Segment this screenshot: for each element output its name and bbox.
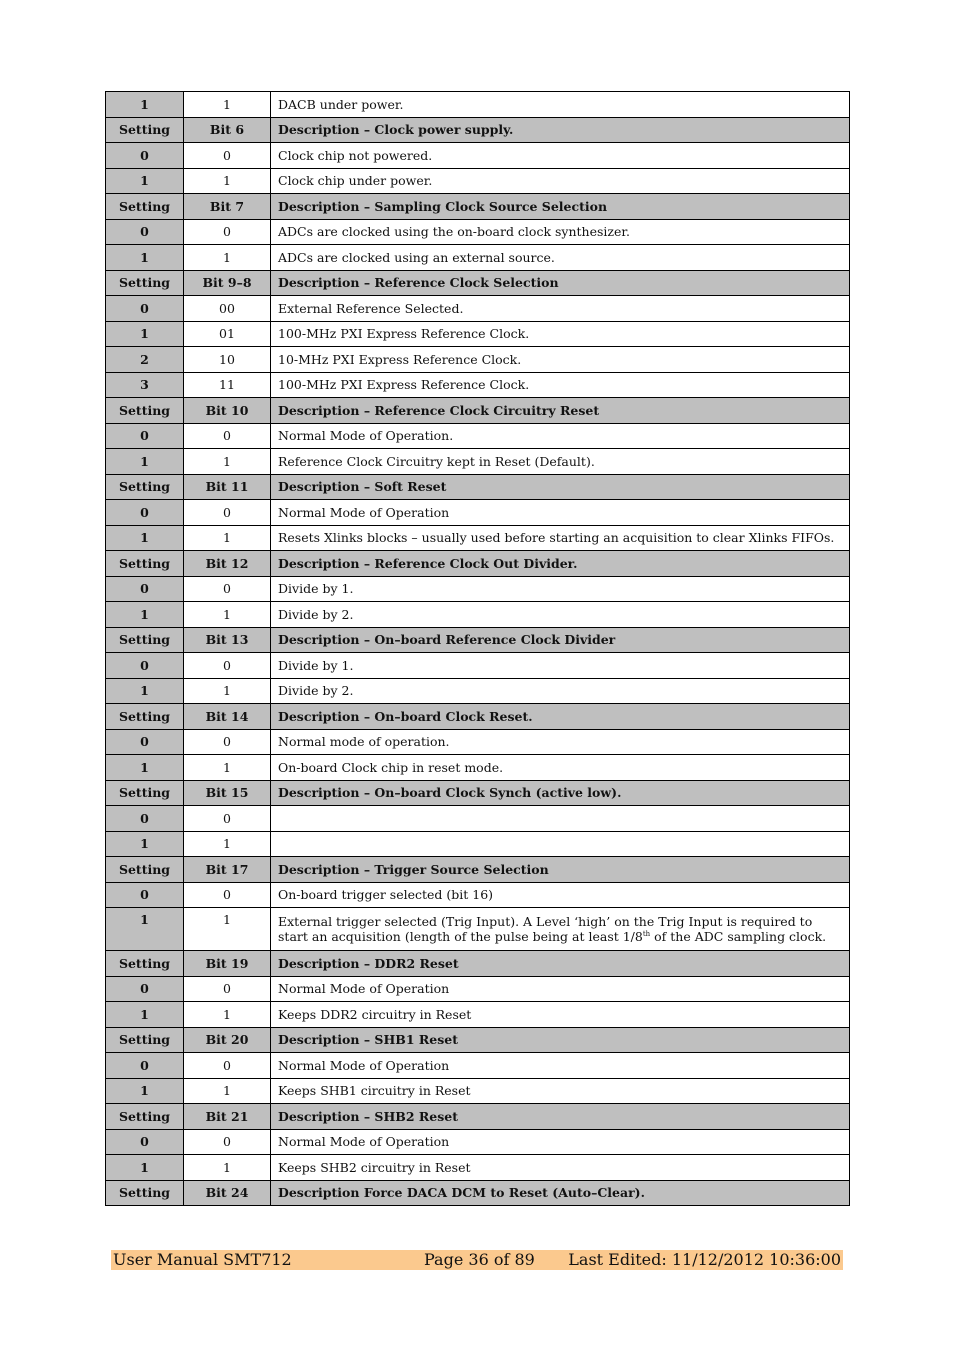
bit-value-cell: 1	[184, 678, 271, 704]
setting-value-cell: 1	[106, 245, 184, 271]
table-row	[106, 423, 850, 449]
table-header-row	[106, 1027, 850, 1053]
table-row	[106, 729, 850, 755]
table-row	[106, 449, 850, 475]
table-row	[106, 245, 850, 271]
setting-header-cell: Setting	[106, 951, 184, 977]
bit-header-cell: Bit 21	[184, 1104, 271, 1130]
description-text: External trigger selected (Trig Input). A Level ‘high’ on the Trig Input is required to start an acquisition (length of the pulse being at least 1/8	[278, 914, 813, 944]
table-row	[106, 372, 850, 398]
description-cell: Divide by 2.	[271, 678, 850, 704]
bit-value-cell: 1	[184, 755, 271, 781]
table-header-row	[106, 117, 850, 143]
bit-value-cell: 0	[184, 500, 271, 526]
bit-value-cell: 1	[184, 831, 271, 857]
table-row	[106, 806, 850, 832]
table-row	[106, 678, 850, 704]
setting-value-cell: 1	[106, 168, 184, 194]
bit-value-cell: 1	[184, 602, 271, 628]
ordinal-superscript: th	[642, 929, 651, 938]
bit-value-cell: 0	[184, 653, 271, 679]
bit-value-cell: 1	[184, 92, 271, 118]
setting-header-cell: Setting	[106, 1104, 184, 1130]
bit-header-cell: Bit 15	[184, 780, 271, 806]
description-cell: Divide by 2.	[271, 602, 850, 628]
description-cell: ADCs are clocked using an external source.	[271, 245, 850, 271]
setting-value-cell: 0	[106, 500, 184, 526]
description-header-cell: Description – On–board Clock Synch (active low).	[271, 780, 850, 806]
bit-header-cell: Bit 10	[184, 398, 271, 424]
bit-value-cell: 0	[184, 882, 271, 908]
description-text-tail: of the ADC sampling clock.	[650, 929, 827, 944]
table-header-row	[106, 474, 850, 500]
setting-header-cell: Setting	[106, 194, 184, 220]
table-row	[106, 219, 850, 245]
table-header-row	[106, 194, 850, 220]
description-header-cell: Description – Reference Clock Selection	[271, 270, 850, 296]
setting-header-cell: Setting	[106, 704, 184, 730]
bit-value-cell: 0	[184, 1053, 271, 1079]
description-cell: Clock chip not powered.	[271, 143, 850, 169]
footer-last-edited: Last Edited: 11/12/2012 10:36:00	[568, 1250, 841, 1269]
bit-value-cell: 0	[184, 143, 271, 169]
description-cell: External Reference Selected.	[271, 296, 850, 322]
setting-value-cell: 0	[106, 423, 184, 449]
bit-header-cell: Bit 14	[184, 704, 271, 730]
setting-value-cell: 1	[106, 831, 184, 857]
description-cell: Resets Xlinks blocks – usually used before starting an acquisition to clear Xlinks FIFOs.	[271, 525, 850, 551]
description-header-cell: Description – SHB2 Reset	[271, 1104, 850, 1130]
table-row	[106, 143, 850, 169]
setting-value-cell: 0	[106, 806, 184, 832]
bit-value-cell: 1	[184, 525, 271, 551]
setting-value-cell: 1	[106, 602, 184, 628]
description-cell: 100-MHz PXI Express Reference Clock.	[271, 321, 850, 347]
description-cell: 100-MHz PXI Express Reference Clock.	[271, 372, 850, 398]
description-cell: 10-MHz PXI Express Reference Clock.	[271, 347, 850, 373]
table-row	[106, 500, 850, 526]
description-cell	[271, 908, 850, 951]
description-header-cell: Description – On–board Clock Reset.	[271, 704, 850, 730]
description-cell: Divide by 1.	[271, 576, 850, 602]
table-row	[106, 1155, 850, 1181]
setting-header-cell: Setting	[106, 780, 184, 806]
description-cell: Normal Mode of Operation	[271, 500, 850, 526]
table-row	[106, 347, 850, 373]
bit-header-cell: Bit 9–8	[184, 270, 271, 296]
description-header-cell: Description – Reference Clock Circuitry Reset	[271, 398, 850, 424]
setting-value-cell: 0	[106, 976, 184, 1002]
description-cell: Normal Mode of Operation.	[271, 423, 850, 449]
table-row	[106, 908, 850, 951]
table-header-row	[106, 627, 850, 653]
description-header-cell: Description – Trigger Source Selection	[271, 857, 850, 883]
setting-value-cell: 1	[106, 908, 184, 951]
setting-header-cell: Setting	[106, 627, 184, 653]
table-header-row	[106, 270, 850, 296]
description-header-cell: Description – Reference Clock Out Divider.	[271, 551, 850, 577]
description-cell: Keeps SHB2 circuitry in Reset	[271, 1155, 850, 1181]
bit-header-cell: Bit 11	[184, 474, 271, 500]
bit-value-cell: 0	[184, 729, 271, 755]
description-cell	[271, 806, 850, 832]
setting-value-cell: 1	[106, 678, 184, 704]
description-cell: Normal Mode of Operation	[271, 976, 850, 1002]
setting-value-cell: 1	[106, 525, 184, 551]
description-cell: Normal mode of operation.	[271, 729, 850, 755]
setting-value-cell: 0	[106, 1053, 184, 1079]
bit-value-cell: 01	[184, 321, 271, 347]
bit-header-cell: Bit 12	[184, 551, 271, 577]
table-row	[106, 168, 850, 194]
table-row	[106, 1053, 850, 1079]
bit-value-cell: 11	[184, 372, 271, 398]
register-bits-table	[105, 91, 850, 1206]
bit-value-cell: 0	[184, 806, 271, 832]
setting-value-cell: 0	[106, 729, 184, 755]
bit-value-cell: 0	[184, 976, 271, 1002]
description-cell: DACB under power.	[271, 92, 850, 118]
description-header-cell: Description Force DACA DCM to Reset (Auto–Clear).	[271, 1180, 850, 1206]
bit-value-cell: 1	[184, 1155, 271, 1181]
setting-header-cell: Setting	[106, 1180, 184, 1206]
setting-value-cell: 1	[106, 755, 184, 781]
table-row	[106, 321, 850, 347]
bit-value-cell: 1	[184, 449, 271, 475]
setting-value-cell: 0	[106, 1129, 184, 1155]
table-body	[106, 92, 850, 1206]
bit-header-cell: Bit 17	[184, 857, 271, 883]
description-cell: Normal Mode of Operation	[271, 1053, 850, 1079]
bit-value-cell: 00	[184, 296, 271, 322]
setting-value-cell: 0	[106, 576, 184, 602]
bit-value-cell: 1	[184, 1078, 271, 1104]
description-cell: Reference Clock Circuitry kept in Reset (Default).	[271, 449, 850, 475]
table-header-row	[106, 704, 850, 730]
setting-value-cell: 2	[106, 347, 184, 373]
table-row	[106, 576, 850, 602]
table-header-row	[106, 1104, 850, 1130]
setting-value-cell: 1	[106, 449, 184, 475]
description-header-cell: Description – SHB1 Reset	[271, 1027, 850, 1053]
footer-manual-title: User Manual SMT712	[113, 1250, 292, 1269]
setting-value-cell: 1	[106, 1078, 184, 1104]
bit-header-cell: Bit 19	[184, 951, 271, 977]
setting-header-cell: Setting	[106, 1027, 184, 1053]
table-row	[106, 296, 850, 322]
table-row	[106, 92, 850, 118]
table-row	[106, 602, 850, 628]
description-cell: Clock chip under power.	[271, 168, 850, 194]
description-header-cell: Description – DDR2 Reset	[271, 951, 850, 977]
setting-value-cell: 0	[106, 219, 184, 245]
table-row	[106, 525, 850, 551]
setting-value-cell: 1	[106, 321, 184, 347]
table-row	[106, 1002, 850, 1028]
setting-header-cell: Setting	[106, 398, 184, 424]
setting-value-cell: 1	[106, 1155, 184, 1181]
bit-header-cell: Bit 24	[184, 1180, 271, 1206]
setting-header-cell: Setting	[106, 270, 184, 296]
bit-value-cell: 0	[184, 423, 271, 449]
bit-header-cell: Bit 13	[184, 627, 271, 653]
bit-value-cell: 1	[184, 168, 271, 194]
description-cell: ADCs are clocked using the on-board clock synthesizer.	[271, 219, 850, 245]
setting-value-cell: 0	[106, 296, 184, 322]
table-row	[106, 882, 850, 908]
setting-value-cell: 0	[106, 143, 184, 169]
setting-value-cell: 0	[106, 882, 184, 908]
description-header-cell: Description – Sampling Clock Source Selection	[271, 194, 850, 220]
table-row	[106, 653, 850, 679]
description-header-cell: Description – Soft Reset	[271, 474, 850, 500]
setting-value-cell: 1	[106, 1002, 184, 1028]
bit-value-cell: 10	[184, 347, 271, 373]
bit-value-cell: 0	[184, 576, 271, 602]
table-header-row	[106, 780, 850, 806]
description-cell: Divide by 1.	[271, 653, 850, 679]
description-cell: Keeps DDR2 circuitry in Reset	[271, 1002, 850, 1028]
bit-header-cell: Bit 6	[184, 117, 271, 143]
bit-value-cell: 0	[184, 1129, 271, 1155]
table-header-row	[106, 551, 850, 577]
bit-value-cell: 1	[184, 245, 271, 271]
description-cell: Normal Mode of Operation	[271, 1129, 850, 1155]
setting-value-cell: 1	[106, 92, 184, 118]
setting-value-cell: 0	[106, 653, 184, 679]
description-cell	[271, 831, 850, 857]
description-cell: On-board trigger selected (bit 16)	[271, 882, 850, 908]
table-row	[106, 1129, 850, 1155]
footer-page-number: Page 36 of 89	[424, 1250, 535, 1269]
bit-header-cell: Bit 20	[184, 1027, 271, 1053]
table-row	[106, 1078, 850, 1104]
bit-header-cell: Bit 7	[184, 194, 271, 220]
description-cell: On-board Clock chip in reset mode.	[271, 755, 850, 781]
table-row	[106, 976, 850, 1002]
table-header-row	[106, 398, 850, 424]
setting-value-cell: 3	[106, 372, 184, 398]
bit-value-cell: 1	[184, 908, 271, 951]
setting-header-cell: Setting	[106, 117, 184, 143]
bit-value-cell: 1	[184, 1002, 271, 1028]
bit-value-cell: 0	[184, 219, 271, 245]
description-header-cell: Description – Clock power supply.	[271, 117, 850, 143]
table-header-row	[106, 857, 850, 883]
page-footer	[111, 1250, 843, 1270]
table-header-row	[106, 951, 850, 977]
setting-header-cell: Setting	[106, 474, 184, 500]
description-header-cell: Description – On–board Reference Clock Divider	[271, 627, 850, 653]
setting-header-cell: Setting	[106, 551, 184, 577]
description-cell: Keeps SHB1 circuitry in Reset	[271, 1078, 850, 1104]
table-row	[106, 755, 850, 781]
setting-header-cell: Setting	[106, 857, 184, 883]
table-header-row	[106, 1180, 850, 1206]
table-row	[106, 831, 850, 857]
